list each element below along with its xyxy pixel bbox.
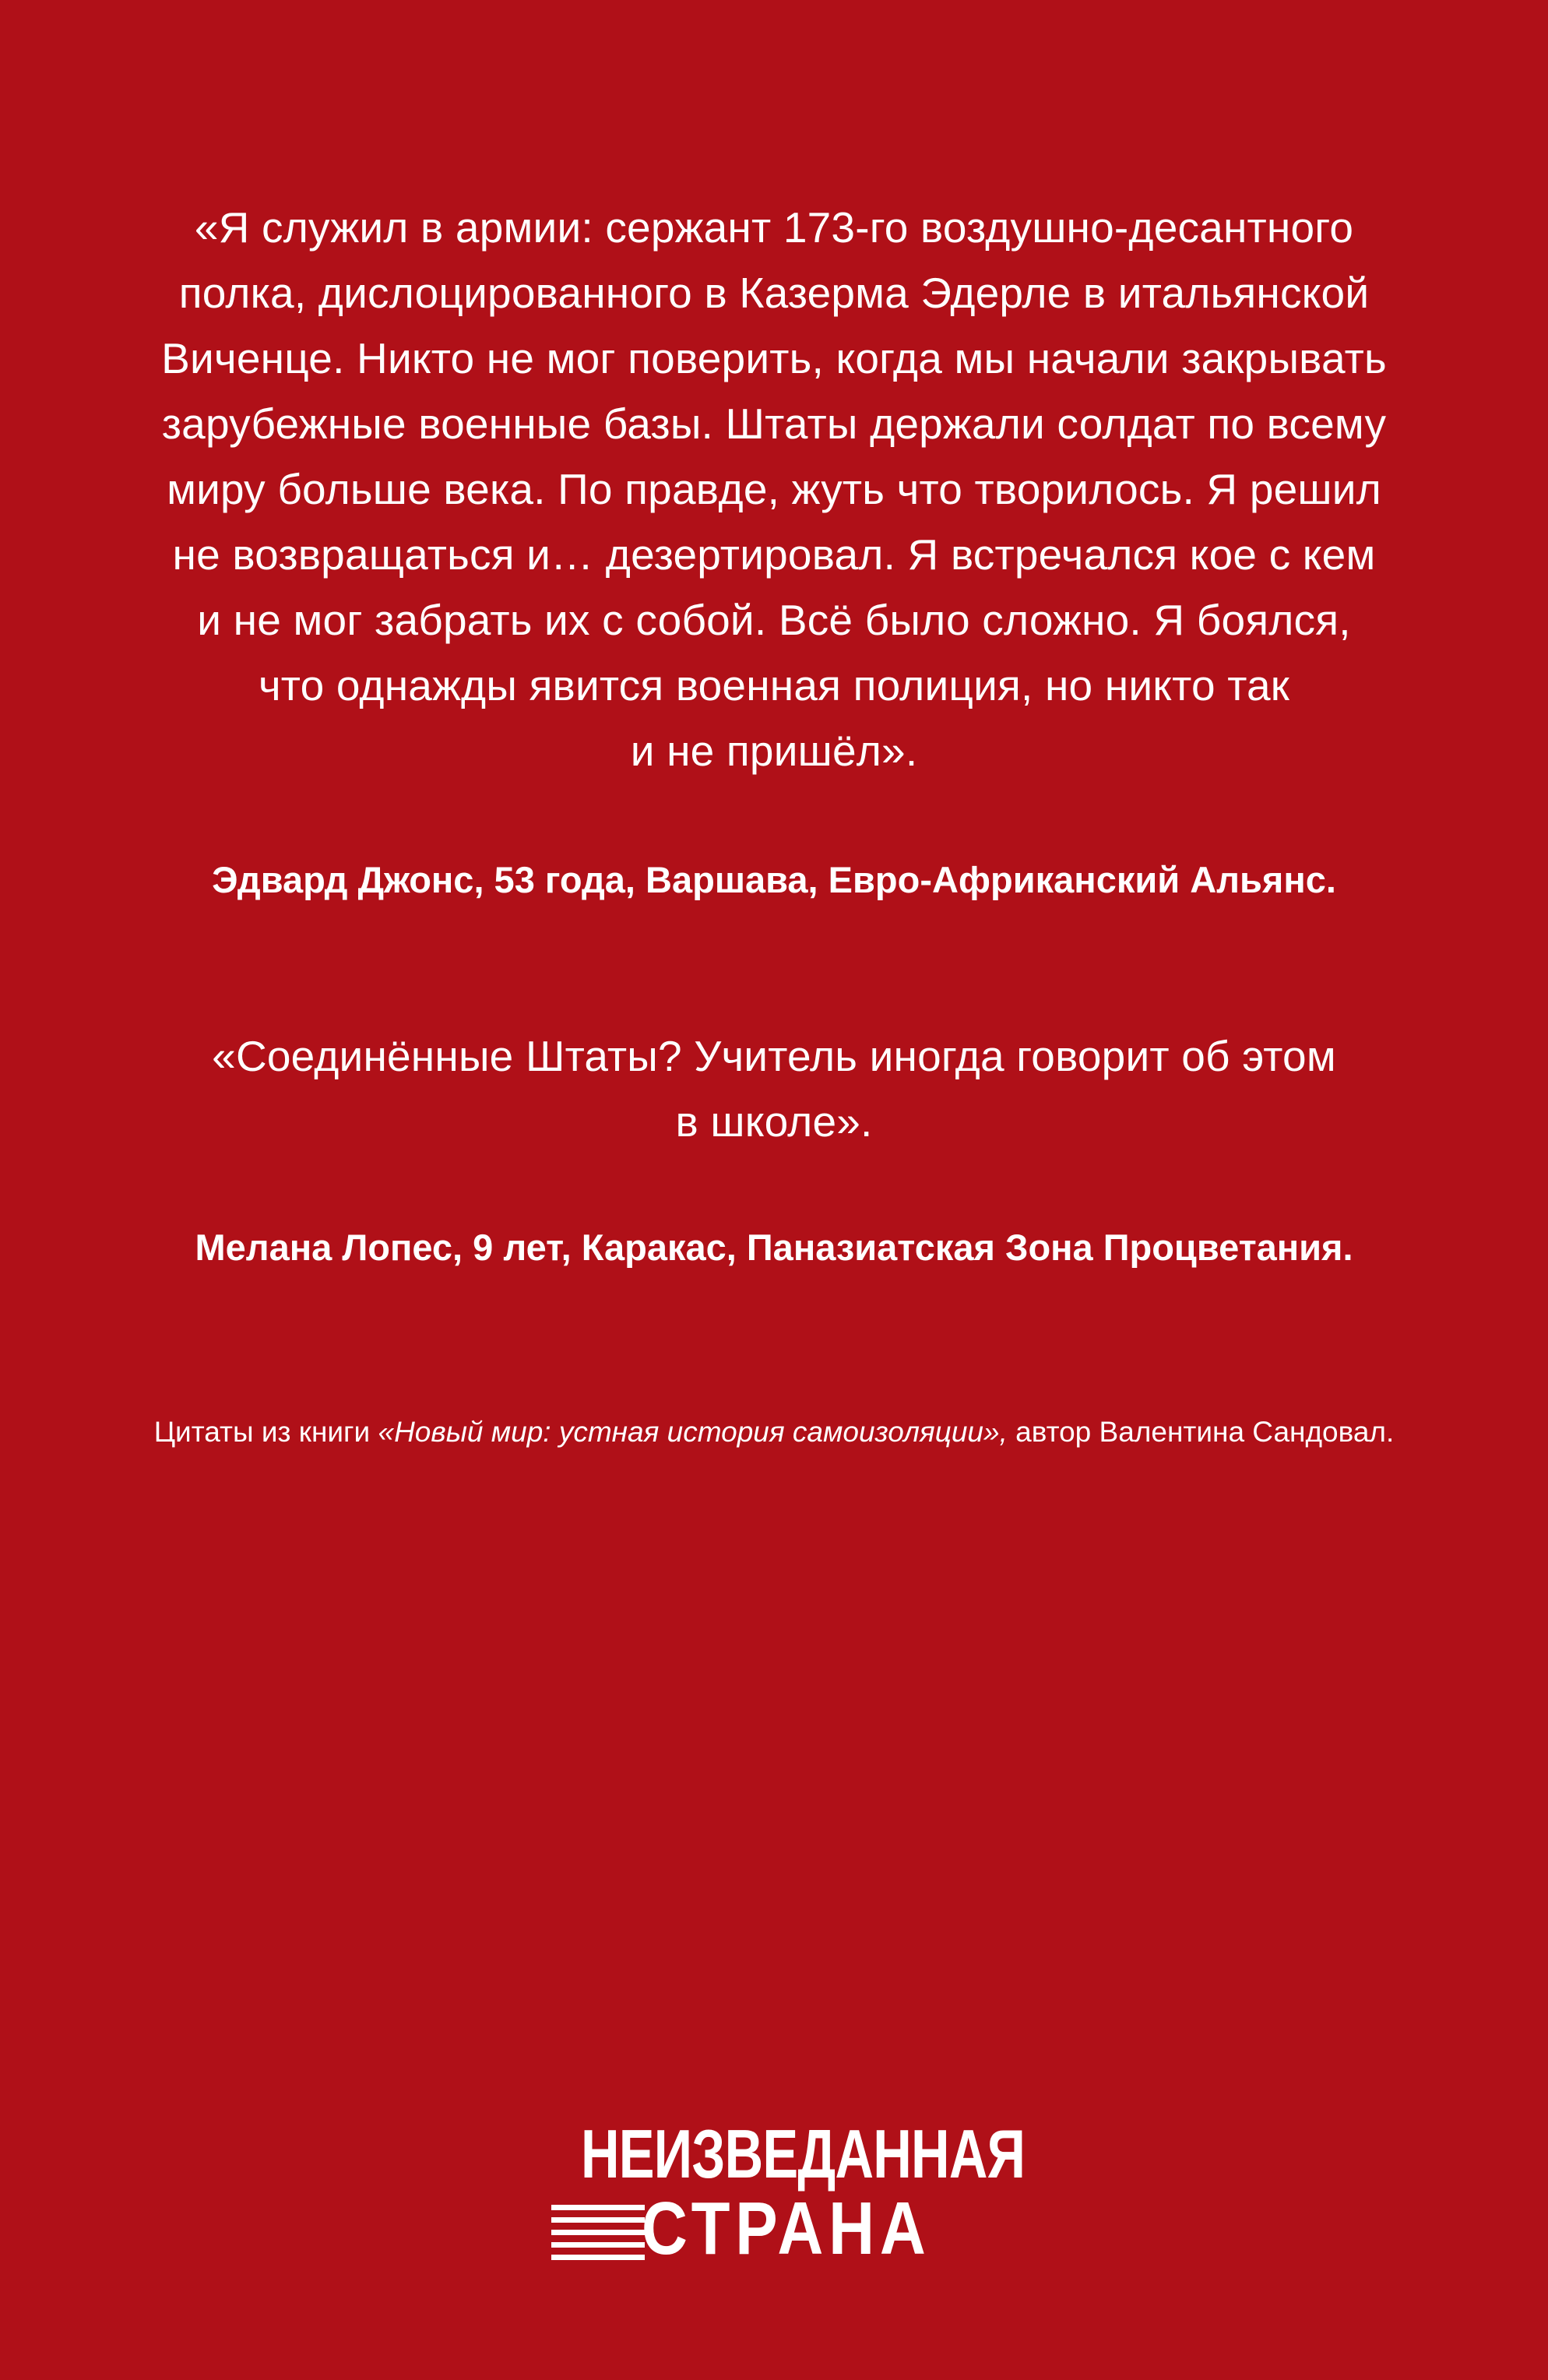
quote-jones	[93, 195, 1455, 783]
quote-line: «Соединённые Штаты? Учитель иногда говорит об этом	[212, 1032, 1336, 1080]
quote-line: и не пришёл».	[630, 727, 918, 775]
citation-note	[47, 1414, 1501, 1451]
attribution-lopes: Мелана Лопес, 9 лет, Каракас, Паназиатская Зона Процветания.	[195, 1227, 1353, 1268]
quote-line: Виченце. Никто не мог поверить, когда мы начали закрывать	[161, 334, 1387, 382]
logo-line-1: НЕИЗВЕДАННАЯ	[581, 2115, 1026, 2192]
quote-line: зарубежные военные базы. Штаты держали солдат по всему	[161, 400, 1387, 448]
quote-lopes	[93, 1023, 1455, 1154]
citation-prefix: Цитаты из книги	[153, 1416, 378, 1448]
quote-line: «Я служил в армии: сержант 173-го воздушно-десантного	[194, 203, 1354, 252]
logo-line-2: СТРАНА	[641, 2187, 931, 2270]
quote-line: что однажды явится военная полиция, но никто так	[258, 661, 1290, 709]
quote-line: и не мог забрать их с собой. Всё было сложно. Я боялся,	[197, 596, 1351, 644]
quote-line: в школе».	[675, 1097, 873, 1146]
quote-line: не возвращаться и… дезертировал. Я встречался кое с кем	[172, 530, 1376, 579]
series-logo	[529, 2115, 1026, 2274]
citation-book-title: «Новый мир: устная история самоизоляции»,	[378, 1416, 1008, 1448]
citation-suffix: автор Валентина Сандовал.	[1007, 1416, 1395, 1448]
quote-line: полка, дислоцированного в Казерма Эдерле в итальянской	[178, 269, 1370, 317]
quote-line: миру больше века. По правде, жуть что творилось. Я решил	[167, 465, 1381, 513]
attribution-jones: Эдвард Джонс, 53 года, Варшава, Евро-Африканский Альянс.	[212, 859, 1336, 900]
